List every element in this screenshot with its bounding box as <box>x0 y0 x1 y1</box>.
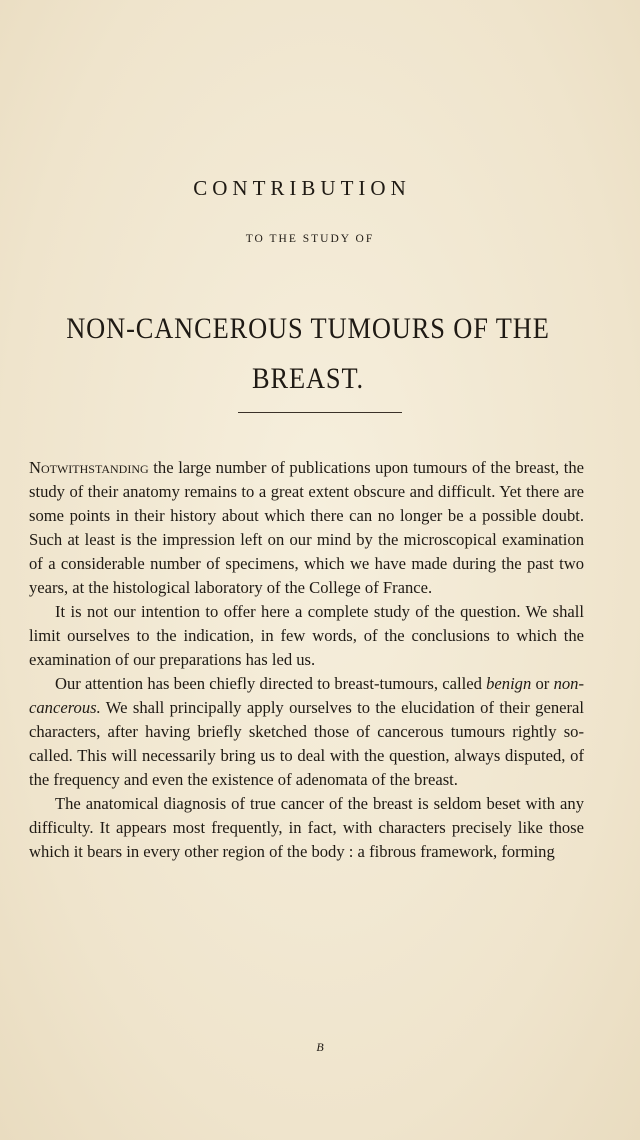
italic-non-cancerous: non-cancerous. <box>29 674 584 717</box>
paragraph-2: It is not our intention to offer here a complete study of the question. We shall limit ourselves to the indication, in few words, of the conclusions to which the examination of our preparations has led us. <box>29 602 584 669</box>
paragraph-1-lead: Notwithstanding <box>29 458 149 477</box>
paragraph-3-text-a: Our attention has been chiefly directed to breast-tumours, called <box>55 674 487 693</box>
title-line-2: BREAST. <box>251 362 365 396</box>
italic-benign: benign <box>486 674 532 693</box>
paragraph-3-text-c: We shall principally apply ourselves to the elucidation of their general characters, after having briefly sketched those of cancerous tumours rightly so-called. This will necessarily bring us to deal with the question, always disputed, of the frequency and even the existence of adenomata of the breast. <box>29 698 584 789</box>
divider-rule <box>238 412 402 413</box>
body-text <box>29 456 584 864</box>
paragraph-3 <box>29 672 584 792</box>
title-line-1: NON-CANCEROUS TUMOURS OF THE <box>66 312 550 346</box>
page-title <box>37 304 579 404</box>
heading-to-the-study-of: TO THE STUDY OF <box>245 233 375 245</box>
paragraph-4: The anatomical diagnosis of true cancer of the breast is seldom beset with any difficulty. It appears most frequently, in fact, with characters precisely like those which it bears in every other region of the body : a fibrous framework, forming <box>29 794 584 861</box>
paragraph-3-text-b: or <box>531 674 554 693</box>
paragraph-1 <box>29 456 584 600</box>
heading-contribution: CONTRIBUTION <box>193 176 411 200</box>
paragraph-1-text: the large number of publications upon tumours of the breast, the study of their anatomy remains to a great extent obscure and difficult. Yet there are some points in their history about which there can no longer be a possible doubt. Such at least is the impression left on our mind by the microscopical examination of a considerable number of specimens, which we have made during the past two years, at the histological laboratory of the College of France. <box>29 458 584 597</box>
signature-mark: B <box>316 1040 324 1054</box>
